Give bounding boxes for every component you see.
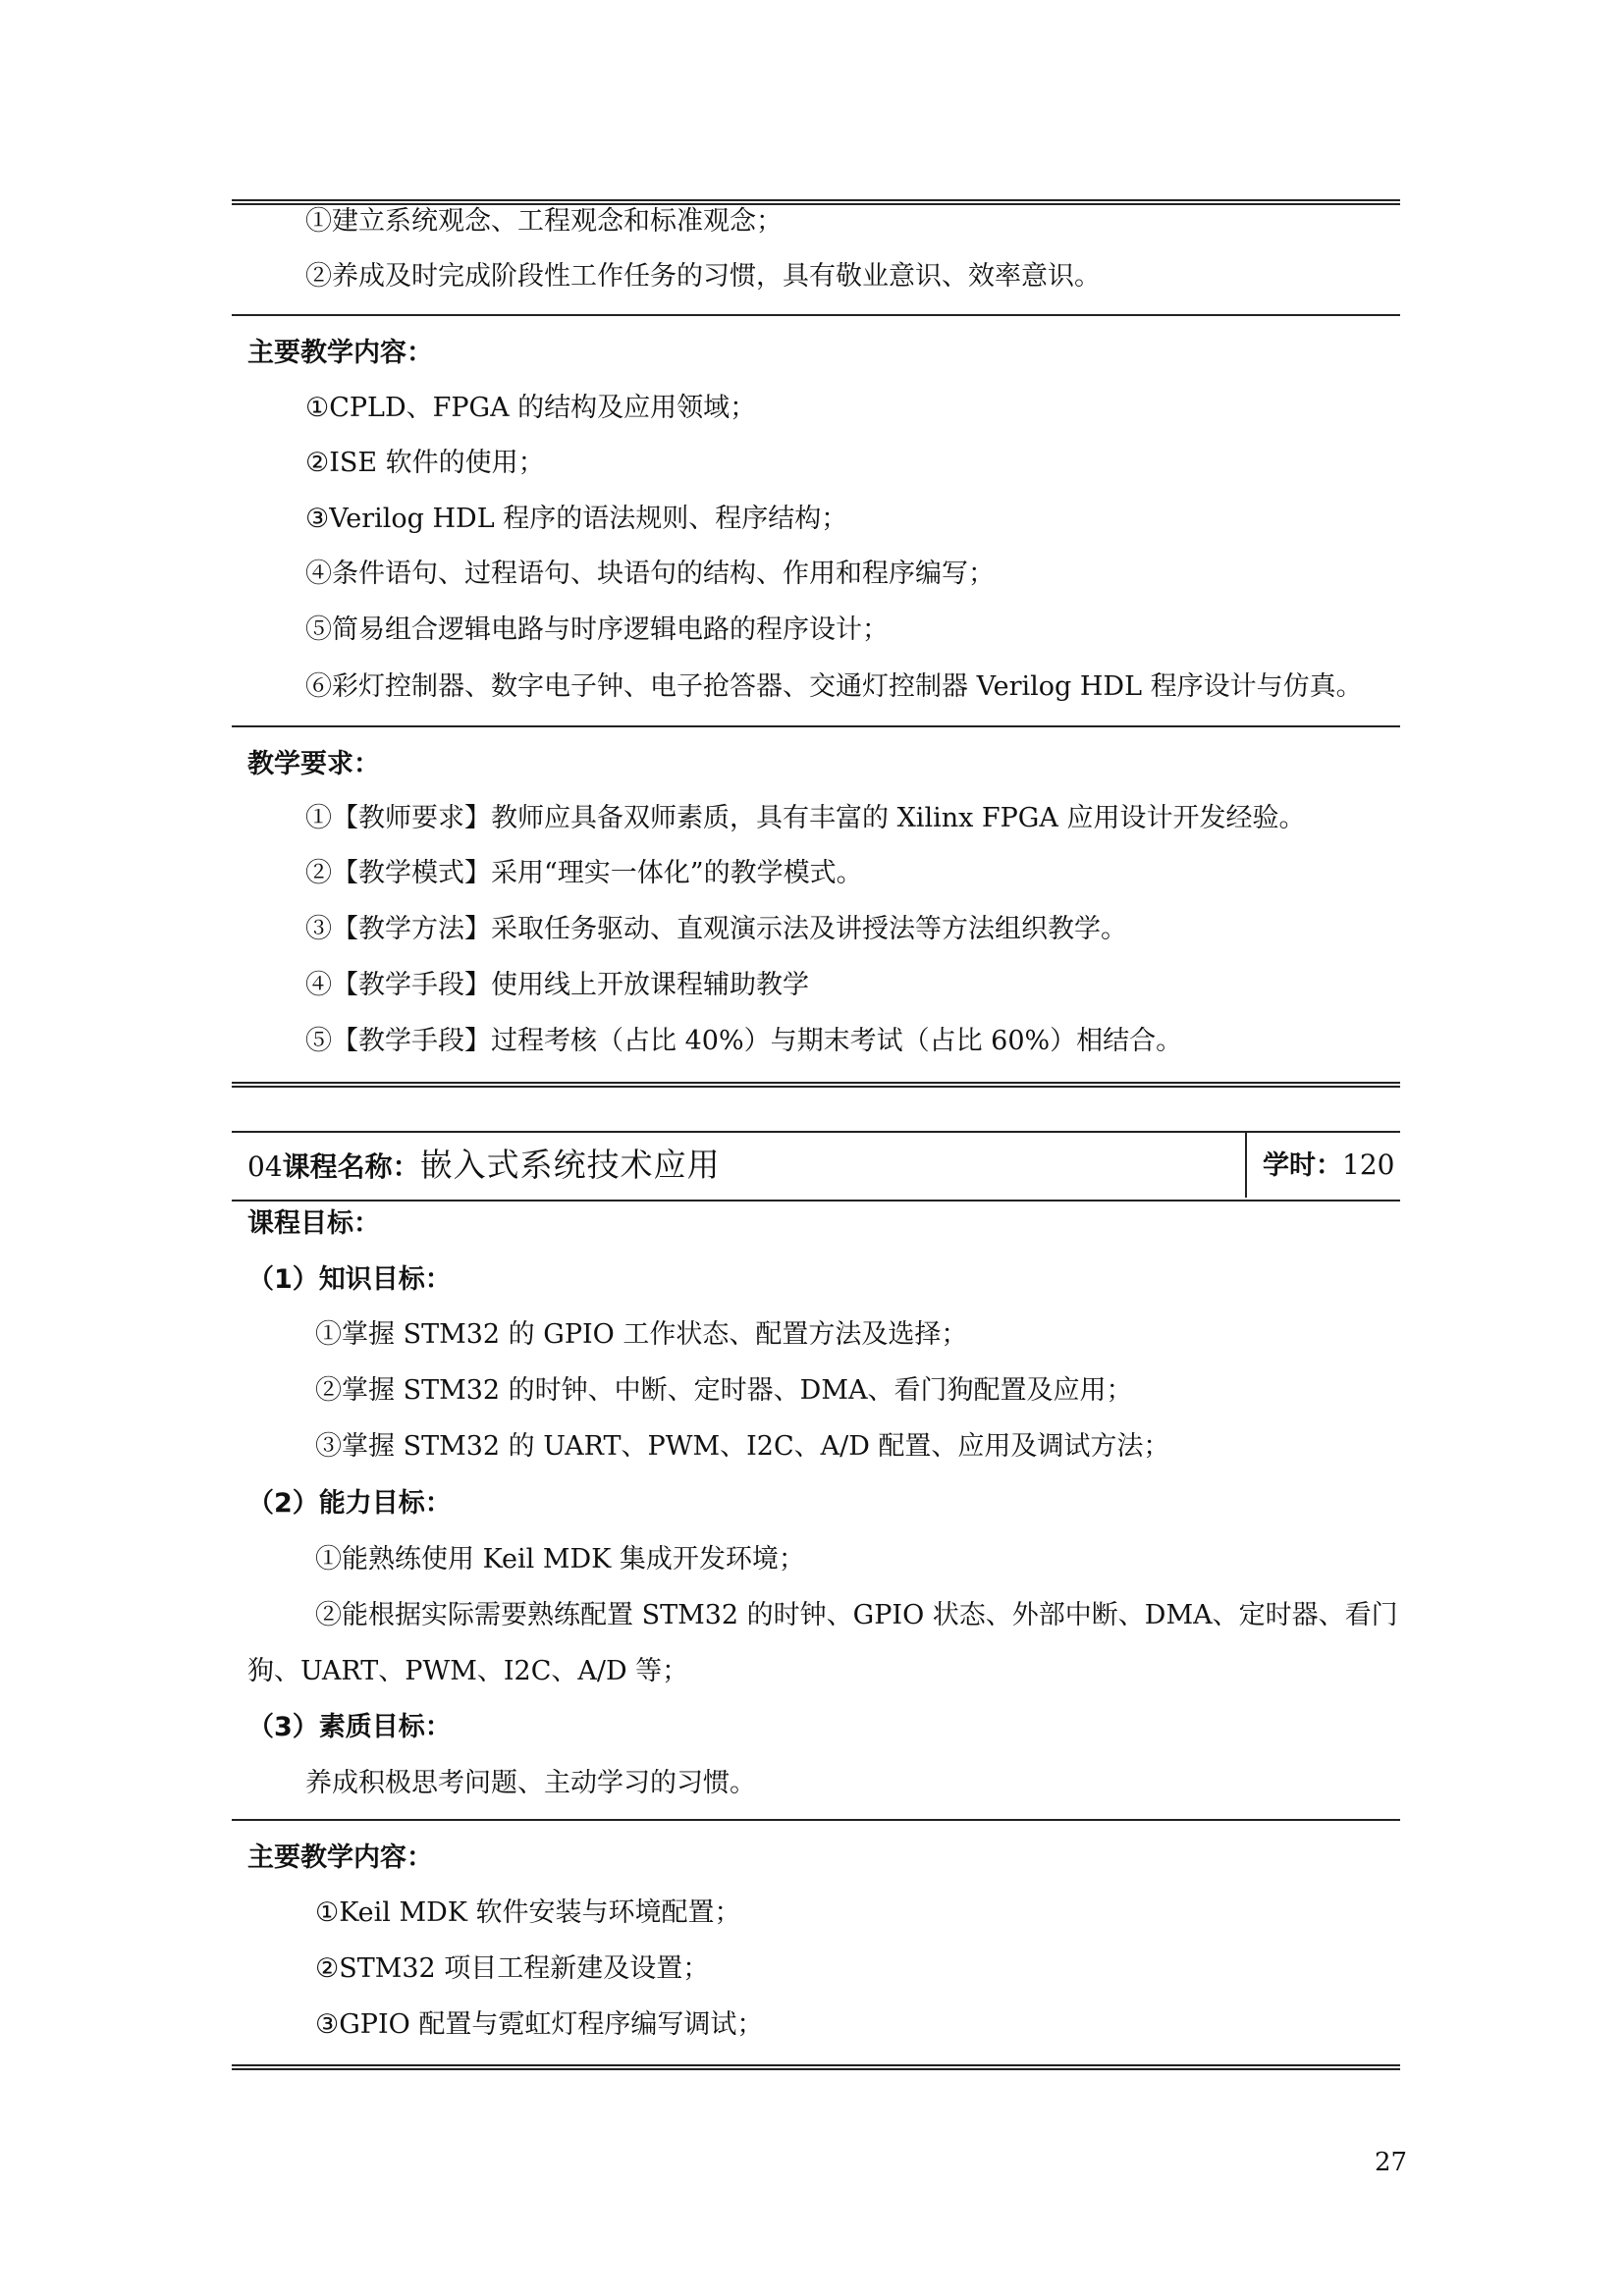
course-number: 04 [247, 1150, 283, 1183]
ability-objectives-heading: （2）能力目标： [247, 1488, 452, 1519]
course-objectives-heading: 课程目标： [247, 1208, 380, 1239]
divider [232, 314, 1400, 316]
divider [232, 1819, 1400, 1821]
teaching-content-heading-2: 主要教学内容： [247, 1842, 433, 1873]
course-name: 嵌入式系统技术应用 [419, 1146, 721, 1184]
requirement-item: ①【教师要求】教师应具备双师素质，具有丰富的 Xilinx FPGA 应用设计开发经验。 [305, 803, 1306, 833]
teaching-requirements-heading: 教学要求： [247, 749, 380, 779]
ability-item-continued: 狗、UART、PWM、I2C、A/D 等； [247, 1656, 689, 1686]
content-item-2: ②STM32 项目工程新建及设置； [315, 1953, 710, 1984]
requirement-item: ④【教学手段】使用线上开放课程辅助教学 [305, 970, 809, 1000]
quality-item: 养成积极思考问题、主动学习的习惯。 [305, 1768, 756, 1798]
knowledge-item: ②掌握 STM32 的时钟、中断、定时器、DMA、看门狗配置及应用； [315, 1375, 1133, 1406]
quality-objectives-heading: （3）素质目标： [247, 1712, 452, 1742]
content-item: ⑥彩灯控制器、数字电子钟、电子抢答器、交通灯控制器 Verilog HDL 程序设计与仿真。 [305, 671, 1363, 702]
content-item: ③Verilog HDL 程序的语法规则、程序结构； [305, 504, 848, 534]
knowledge-objectives-heading: （1）知识目标： [247, 1264, 452, 1295]
course-hours-value: 120 [1342, 1148, 1395, 1181]
requirement-item: ⑤【教学手段】过程考核（占比 40%）与期末考试（占比 60%）相结合。 [305, 1026, 1183, 1056]
page-number: 27 [1375, 2148, 1408, 2177]
ability-item: ②能根据实际需要熟练配置 STM32 的时钟、GPIO 状态、外部中断、DMA、定时器、看门 [315, 1600, 1398, 1630]
content-item: ④条件语句、过程语句、块语句的结构、作用和程序编写； [305, 559, 995, 589]
teaching-content-heading: 主要教学内容： [247, 338, 433, 368]
requirement-item: ③【教学方法】采取任务驱动、直观演示法及讲授法等方法组织教学。 [305, 914, 1127, 944]
content-item: ⑤简易组合逻辑电路与时序逻辑电路的程序设计； [305, 614, 889, 645]
section-rule-bottom [232, 2064, 1400, 2070]
top-line-1: ①建立系统观念、工程观念和标准观念； [305, 206, 783, 237]
content-item: ②ISE 软件的使用； [305, 448, 545, 478]
requirement-item: ②【教学模式】采用“理实一体化”的教学模式。 [305, 858, 863, 888]
content-item: ①CPLD、FPGA 的结构及应用领域； [305, 393, 757, 423]
course-title-divider [1245, 1131, 1247, 1198]
content-item-2: ③GPIO 配置与霓虹灯程序编写调试； [315, 2009, 764, 2040]
content-item-2: ①Keil MDK 软件安装与环境配置； [315, 1897, 741, 1928]
course-title [247, 1148, 721, 1184]
knowledge-item: ①掌握 STM32 的 GPIO 工作状态、配置方法及选择； [315, 1319, 968, 1350]
ability-item: ①能熟练使用 Keil MDK 集成开发环境； [315, 1544, 805, 1575]
section-rule [232, 1082, 1400, 1088]
knowledge-item: ③掌握 STM32 的 UART、PWM、I2C、A/D 配置、应用及调试方法； [315, 1431, 1170, 1462]
course-hours [1263, 1148, 1394, 1183]
course-hours-label: 学时： [1263, 1150, 1342, 1181]
course-name-label: 课程名称： [282, 1150, 420, 1183]
top-line-2: ②养成及时完成阶段性工作任务的习惯，具有敬业意识、效率意识。 [305, 261, 1101, 292]
divider [232, 725, 1400, 727]
